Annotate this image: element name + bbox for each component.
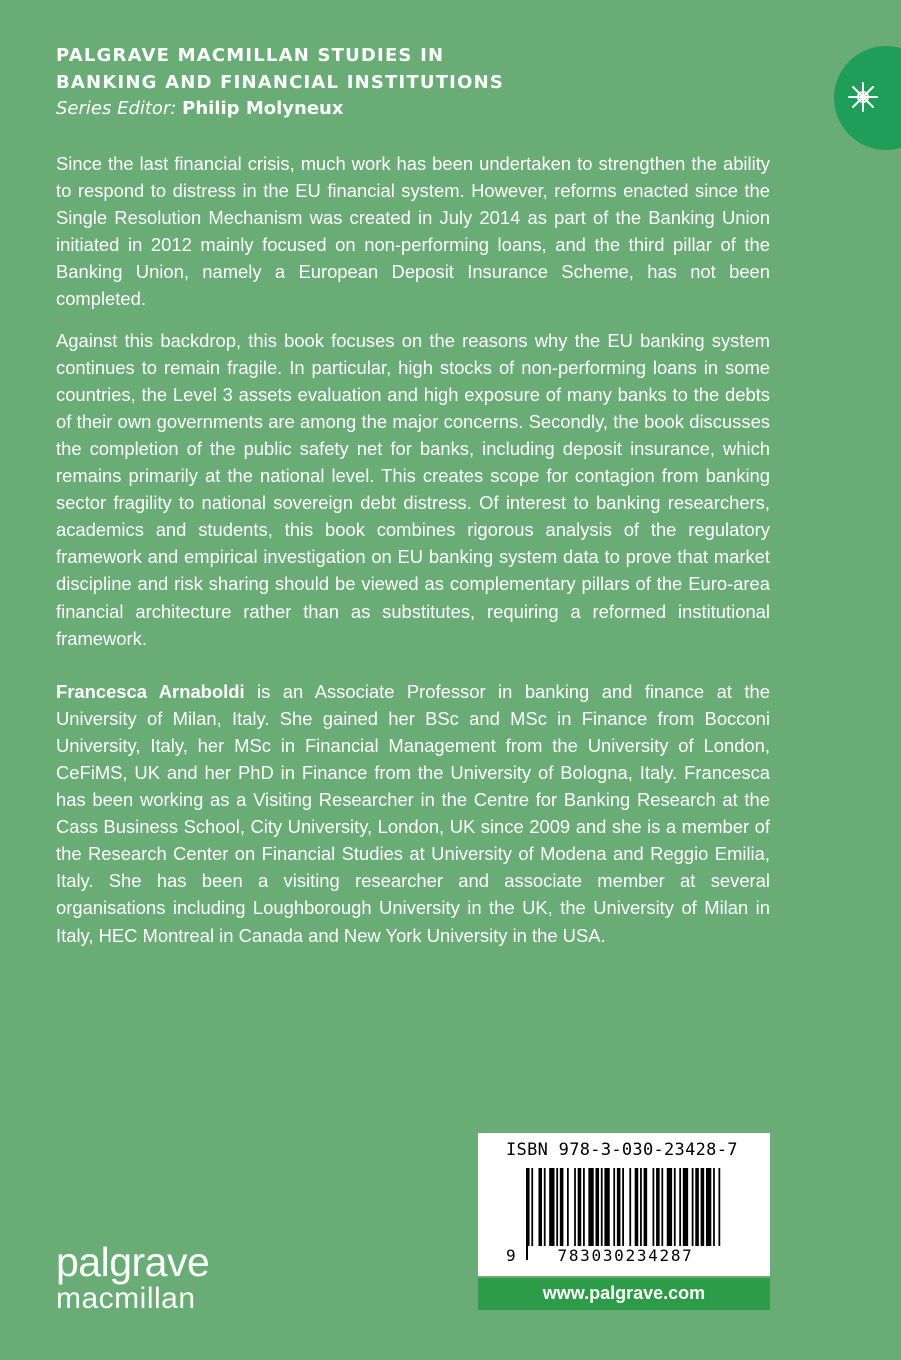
barcode-digits: 783030234287 — [528, 1246, 723, 1265]
springer-badge — [834, 46, 901, 150]
barcode-bar — [560, 1168, 564, 1246]
author-name: Francesca Arnaboldi — [56, 680, 245, 702]
author-bio-text: is an Associate Professor in banking and finance at the University of Milan, Italy. She gained her BSc and MSc in Finance from Bocconi University, Italy, her MSc in Financial Management from the University of London, CeFiMS, UK and her PhD in Finance from the University of Bologna, Italy. Francesca has been working as a Visiting Researcher in the Centre for Banking Research at the Cass Business School, City University, London, UK since 2009 and she is a member of the Research Center on Financial Studies at University of Modena and Reggio Emilia, Italy. She has been a visiting researcher and associate member at several organisations including Loughborough University in the UK, the University of Milan in Italy, HEC Montreal in Canada and New York University in the USA. — [56, 680, 770, 946]
barcode-bar — [578, 1168, 582, 1246]
barcode-bar — [583, 1168, 585, 1246]
series-title-line1: PALGRAVE MACMILLAN STUDIES IN — [56, 45, 445, 66]
barcode-bar — [549, 1168, 554, 1246]
barcode-bar — [601, 1168, 603, 1246]
barcode-bar — [538, 1168, 542, 1246]
barcode-bar — [701, 1168, 705, 1246]
isbn-barcode — [478, 1133, 770, 1276]
barcode-first-digit: 9 — [506, 1246, 516, 1265]
barcode-bar — [706, 1168, 711, 1246]
back-cover-text — [56, 150, 770, 963]
barcode-bar — [661, 1168, 663, 1246]
barcode-bar — [556, 1168, 558, 1246]
series-title-line2: BANKING AND FINANCIAL INSTITUTIONS — [56, 72, 504, 93]
barcode-bar — [640, 1168, 642, 1246]
barcode-bar — [617, 1168, 621, 1246]
barcode-bar — [604, 1168, 609, 1246]
barcode-bar — [683, 1168, 688, 1246]
barcode-bar — [544, 1168, 546, 1246]
barcode-bar — [644, 1168, 648, 1246]
barcode-bar — [679, 1168, 681, 1246]
blurb-paragraph-1: Since the last financial crisis, much work has been undertaken to strengthen the ability to respond to distress in the EU financial system. However, reforms enacted since the Single Resolution Mechanism was created in July 2014 as part of the Banking Union initiated in 2012 mainly focused on non-performing loans, and the third pillar of the Banking Union, namely a European Deposit Insurance Scheme, has not been completed. — [56, 153, 770, 310]
isbn-label: ISBN 978-3-030-23428-7 — [506, 1140, 738, 1160]
barcode-bar — [713, 1168, 715, 1246]
barcode-bar — [567, 1168, 569, 1246]
springer-horse-logo-icon — [846, 80, 880, 114]
barcode-bar — [588, 1168, 593, 1246]
publisher-logo-line1: palgrave — [56, 1239, 210, 1285]
barcode-bar — [653, 1168, 655, 1246]
blurb-paragraph-2: Against this backdrop, this book focuses on the reasons why the EU banking system continues to remain fragile. In particular, high stocks of non-performing loans in some countries, the Level 3 assets evaluation and high exposure of many banks to the debts of their own governments are among the major concerns. Secondly, the book discusses the completion of the public safety net for banks, including deposit insurance, which remains primarily at the national level. This creates scope for contagion from banking sector fragility to national sovereign debt distress. Of interest to banking researchers, academics and students, this book combines rigorous analysis of the regulatory framework and empirical investigation on EU banking system data to prove that market discipline and risk sharing should be viewed as complementary pillars of the Euro-area financial architecture rather than as substitutes, requiring a reformed institutional framework. — [56, 329, 770, 649]
barcode-bar — [635, 1168, 639, 1246]
series-editor — [56, 96, 756, 122]
barcode-bar — [695, 1168, 699, 1246]
website-url: www.palgrave.com — [478, 1278, 770, 1310]
barcode-bar — [667, 1168, 672, 1246]
barcode-bar — [595, 1168, 599, 1246]
palgrave-macmillan-logo — [56, 1240, 209, 1314]
barcode-bar — [692, 1168, 694, 1246]
series-header — [56, 42, 756, 122]
barcode-bar — [656, 1168, 660, 1246]
barcode-bar — [574, 1168, 576, 1246]
barcode-bar — [674, 1168, 676, 1246]
publisher-logo-line2: macmillan — [56, 1282, 196, 1315]
barcode-bar — [613, 1168, 615, 1246]
series-editor-name: Philip Molyneux — [182, 98, 344, 119]
series-editor-label: Series Editor: — [56, 98, 177, 119]
author-bio — [56, 678, 770, 949]
